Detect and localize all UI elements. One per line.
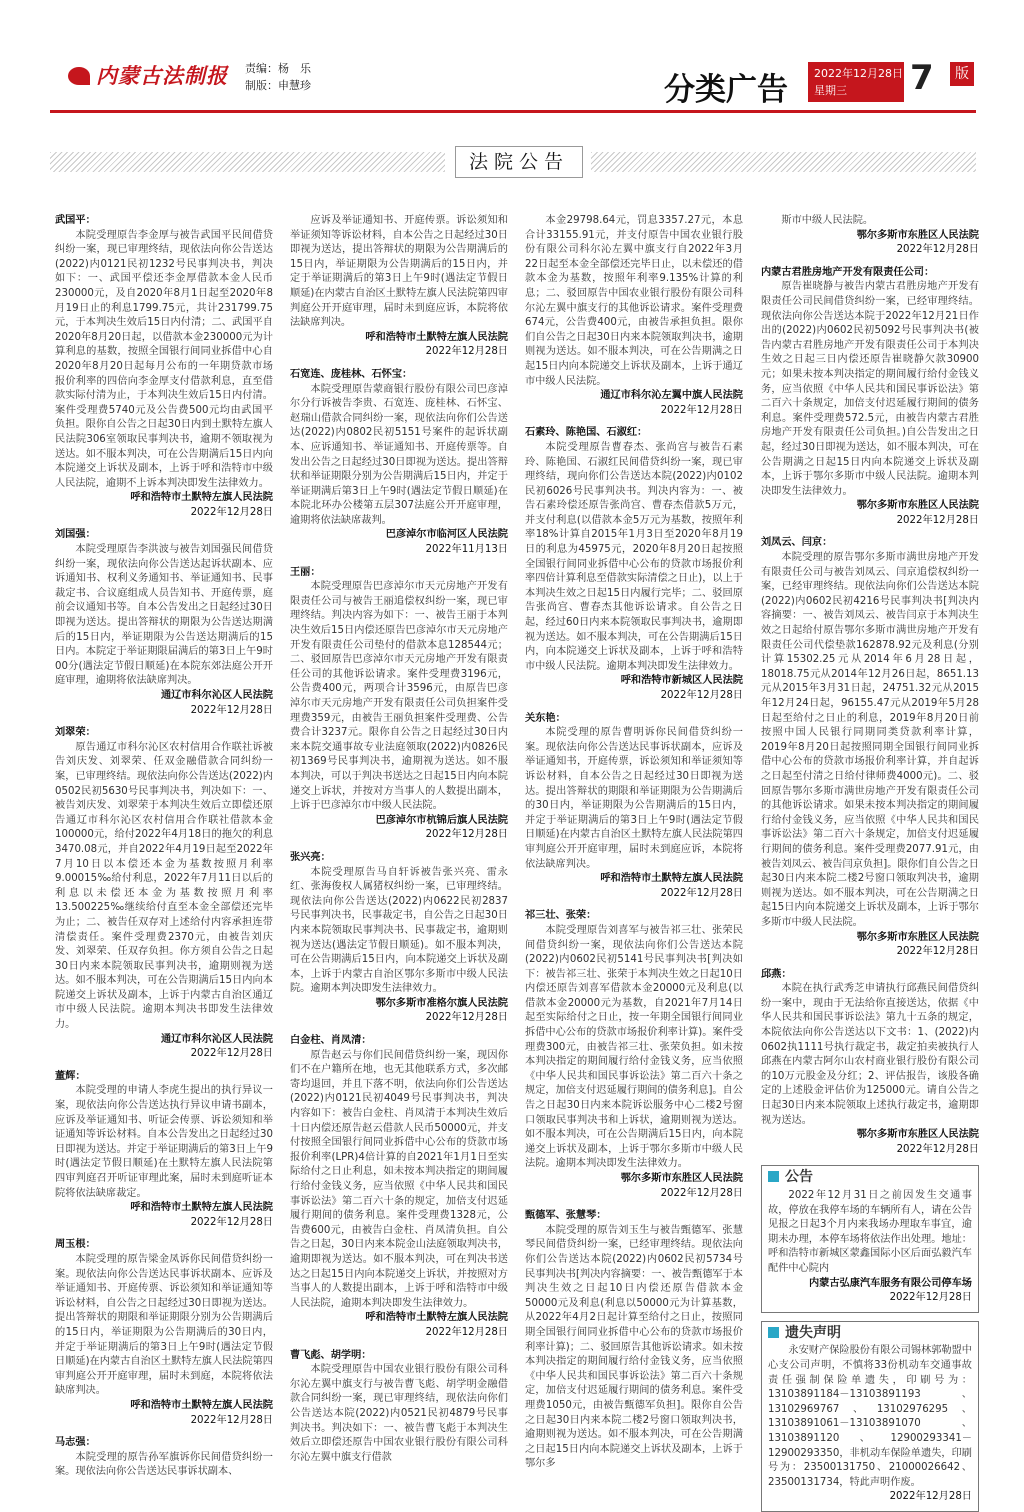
issue-date-box <box>808 62 904 102</box>
court-notice <box>525 214 743 418</box>
notice-body: 本院受理的原告孙军旗诉你民间借贷纠纷一案。现依法向你公告送达民事诉状副本、 <box>55 1451 273 1478</box>
notice-date: 2022年12月28日 <box>660 1187 743 1199</box>
notice-date: 2022年11月13日 <box>425 544 508 556</box>
notice-date: 2022年12月28日 <box>190 704 273 716</box>
notice-body: 本院在执行武秀芝申请执行邱燕民间借贷纠纷一案中，现由于无法给你直接送达，依据《中华人民共和国民事诉讼法》第九十五条的规定，本院依法向你公告送达以下文书：1、(2022)内0602执1111号执行裁定书，裁定拍卖被执行人邱燕在内蒙古阿尔山农村商业银行股份有限公司的10万元股金及分红；2、评估报告，该股各确定的上述股金评估价为125000元。请自公告之日起30日内来本院领取上述执行裁定书，逾期即视为送达。 <box>761 983 979 1126</box>
notice-court: 鄂尔多斯市东胜区人民法院 <box>620 1173 743 1184</box>
notice-body: 本院受理原告李金厚与被告武国平民间借贷纠纷一案，现已审理终结，现依法向你公告送达(2022)内0121民初1232号民事判决书，判决如下：一、武国平偿还李金厚借款本金人民币230000元，及自2020年8月1日起至2020年8月19日止的利息1799.75元，共计231799.75元，于本判决生效后15日内付清；二、武国平自2020年8月20日起，以借款本金230000元为计算利息的基数，按照全国银行间同业拆借中心自2020年8月20日起每月公布的一年期贷款市场报价利率的四倍向李金厚支付借款利息，直至借款实际付清为止，于本判决生效后15日内付清。案件受理费5740元及公告费500元均由武国平负担。限你自公告之日起30日内到土默特左旗人民法院306室领取民事判决书，逾期不领取视为送达。如不服本判决，可在公告期满后15日内向本院递交上诉状及副本，上诉于呼和浩特市中级人民法院，逾期不上诉本判决即发生法律效力。 <box>55 229 273 489</box>
court-notice <box>761 266 979 529</box>
notice-column <box>525 214 743 1480</box>
notice-body: 本院受理原告曹春杰、张尚宫与被告石素玲、陈艳国、石淑红民间借贷纠纷一案，现已审理终结，现向你们公告送达本院(2022)内0102民初6026号民事判决书。判决内容为：一、被告石素玲偿还原告张尚宫、曹春杰借款5万元，并支付利息(以借款本金5万元为基数，按照年利率18%计算自2015年1月3日至2020年8月19日的利息为45975元，2020年8月20日起按照全国银行间同业拆借中心公布的贷款市场报价利率四倍计算利息至借款实际清偿之日止)，以上于本判决生效之日起15日内履行完毕；二、驳回原告张尚宫、曹春杰其他诉讼请求。自公告之日起，经过60日内来本院领取民事判决书，逾期即视为送达。如不服本判决，可在公告期满后15日内，向本院递交上诉状及副本，上诉于呼和浩特市中级人民法院。逾期本判决即发生法律效力。 <box>525 441 743 672</box>
notice-body: 本金29798.64元，罚息3357.27元，本息合计33155.91元，并支付原告中国农业银行股份有限公司科尔沁左翼中旗支行自2022年3月22日起至本金全部偿还完毕日止，以未偿还的借款本金为基数，按照年利率9.135%计算的利息；二、驳回原告中国农业银行股份有限公司科尔沁左翼中旗支行的其他诉讼请求。案件受理费674元，公告费400元，由被告承担负担。限你们自公告之日起30日内来本院领取判决书，逾期则视为送达。如不服本判决，可在公告期满之日起15日内向本院递交上诉状及副本，上诉于通辽市中级人民法院。 <box>525 215 743 387</box>
court-notice <box>290 1034 508 1340</box>
notice-court: 鄂尔多斯市东胜区人民法院 <box>856 500 979 512</box>
court-notice <box>525 909 743 1201</box>
logo-icon <box>68 67 90 85</box>
notice-addressee: 内蒙古君胜房地产开发有限责任公司： <box>761 266 935 278</box>
notice-court: 呼和浩特市土默特左旗人民法院 <box>130 1399 273 1411</box>
banner-hatch-left <box>50 152 445 172</box>
court-notice <box>761 968 979 1158</box>
masthead <box>0 0 1024 120</box>
notice-addressee: 祁三壮、张荣： <box>525 910 597 922</box>
announcement-org: 内蒙古弘康汽车服务有限公司停车场 <box>809 1277 972 1289</box>
notice-court: 鄂尔多斯市准格尔旗人民法院 <box>375 997 508 1009</box>
notice-court: 呼和浩特市土默特左旗人民法院 <box>365 331 508 343</box>
notice-body: 原告赵云与你们民间借贷纠纷一案，现因你们不在户籍所在地，也无其他联系方式，多次邮寄均退回，并且下落不明，依法向你们公告送达(2022)内0121民初4049号民事判决书，判决内容如下：被告白金柱、肖凤清于本判决生效后十日内偿还原告赵云借款人民币50000元，并支付按照全国银行间同业拆借中心公布的贷款市场报价利率(LPR)4倍计算的自2021年1月1日至实际给付之日止利息，如未按本判决指定的期间履行给付金钱义务，应当依照《中华人民共和国民事诉讼法》第二百六十条的规定，加倍支付迟延履行期间的债务利息。案件受理费1328元，公告费600元，由被告白金柱、肖凤清负担。自公告之日起，30日内来本院金山法庭领取判决书，逾期即视为送达。如不服本判决，可在判决书送达之日起15日内向本院递交上诉状，并按照对方当事人的人数提出副本，上诉于呼和浩特市中级人民法院，逾期本判决即发生法律效力。 <box>290 1049 508 1309</box>
notice-body: 本院受理的原告曹明诉你民间借贷纠纷一案。现依法向你公告送达民事诉状副本，应诉及举证通知书，开庭传票，诉讼须知和举证须知等诉讼材料，自本公告之日起经过30日即视为送达。提出答辩状的期限和举证期限为公告期满后的30日内，举证期限为公告期满后的15日内，并定于举证期满后的第3日上午9时(遇法定节假日顺延)在内蒙古自治区土默特左旗人民法院第四审判庭公开开庭审理，届时未到庭应诉，本院将依法缺席判决。 <box>525 727 743 870</box>
banner-hatch-right <box>591 152 976 172</box>
notice-body: 本院受理的原告鄂尔多斯市满世房地产开发有限责任公司与被告刘凤云、闫京追偿权纠纷一案，已经审理终结。现依法向你们公告送达本院(2022)内0602民初4216号民事判决书[判决内容摘要：一、被告刘凤云、被告闫京于本判决生效之日起给付原告鄂尔多斯市满世房地产开发有限责任公司代偿垫款162878.92元及利息(分别计算15302.25元从2014年6月28日起，18018.75元从2014年12月26日起，8651.13元从2015年3月31日起，24751.32元从2015年12月24日起，96155.47元从2019年5月28日起至给付之日止的利息，2019年8月20日前按照中国人民银行同期同类贷款利率计算，2019年8月20日起按照同期全国银行间同业拆借中心公布的贷款市场报价利率计算，并自起诉之日起至付清之日给付律师费4000元)。二、驳回原告鄂尔多斯市满世房地产开发有限责任公司的其他诉讼请求。如果未按本判决指定的期间履行给付金钱义务，应当依照《中华人民共和国民事诉讼法》第二百六十条规定，加倍支付迟延履行期间的债务利息。案件受理费2077.91元，由被告刘凤云、被告闫京负担]。限你们自公告之日起30日内来本院二楼2号窗口领取判决书，逾期则视为送达。如不服本判决，可在公告期满之日起15日内向本院递交上诉状及副本，上诉于鄂尔多斯市中级人民法院。 <box>761 552 979 928</box>
notice-body: 本院受理原告李洪波与被告刘国强民间借贷纠纷一案，现依法向你公告送达起诉状副本、应诉通知书、权利义务通知书、举证通知书、民事裁定书、合议庭组成人员告知书、开庭传票，庭前会议通知书等。自本公告发出之日起经过30日即视为送达。提出答辩状的期限为公告送达期满后的15日内，举证期限为公告送达期满后的15日内。本院定于举证期限届满后的第3日上午9时00分(遇法定节假日顺延)在本院东郊法庭公开开庭审理，逾期将依法缺席判决。 <box>55 544 273 687</box>
notice-addressee: 张兴亮： <box>290 851 331 863</box>
section-banner <box>50 144 976 180</box>
notice-date: 2022年12月28日 <box>896 244 979 256</box>
notice-court: 呼和浩特市土默特左旗人民法院 <box>130 492 273 504</box>
notice-court: 呼和浩特市土默特左旗人民法院 <box>130 1202 273 1214</box>
header-rule <box>50 110 976 113</box>
court-notice <box>290 1349 508 1466</box>
notice-date: 2022年12月28日 <box>660 887 743 899</box>
announcement-title <box>768 1170 972 1185</box>
notice-date: 2022年12月28日 <box>190 1414 273 1426</box>
notice-column <box>290 214 508 1473</box>
notice-date: 2022年12月28日 <box>425 346 508 358</box>
court-notice <box>761 536 979 959</box>
page-label: 版 <box>950 62 974 86</box>
notice-body: 斯市中级人民法院。 <box>781 215 874 226</box>
notice-addressee: 刘国强： <box>55 529 96 541</box>
notice-body: 原告崔晓静与被告内蒙古君胜房地产开发有限责任公司民间借贷纠纷一案，已经审理终结。现依法向你公告送达本院于2022年12月21日作出的(2022)内0602民初5092号民事判决书(被告内蒙古君胜房地产开发有限责任公司于本判决生效之日起三日内偿还原告崔晓静欠款30900元；如果未按本判决指定的期间履行给付金钱义务，应当依照《中华人民共和国民事诉讼法》第二百六十条规定，加倍支付迟延履行期间的债务利息。案件受理费572.5元，由被告内蒙古君胜房地产开发有限责任公司负担。)自公告发出之日起，经过30日即视为送达，如不服本判决，可在公告期满之日起15日内向本院递交上诉状及副本，上诉于鄂尔多斯市中级人民法院。逾期本判决即发生法律效力。 <box>761 281 979 497</box>
page-number: 7 <box>910 58 934 98</box>
notice-body: 本院受理的原告刘玉生与被告甄德军、张慧琴民间借贷纠纷一案，已经审理终结。现依法向你们公告送达本院(2022)内0602民初5734号民事判决书[判决内容摘要：一、被告甄德军于本判决生效之日起10日内偿还原告借款本金50000元及利息(利息以50000元为计算基数，从2022年4月2日起计算至给付之日止，按照同期全国银行间同业拆借中心公布的贷款市场报价利率计算)；二、驳回原告其他诉讼请求。如未按本判决指定的期间履行给付金钱义务，应当依照《中华人民共和国民事诉讼法》第二百六十条规定，加倍支付迟延履行期间的债务利息。案件受理费1050元，由被告甄德军负担]。限你自公告之日起30日内来本院二楼2号窗口领取判决书，逾期则视为送达。如不服本判决，可在公告期满之日起15日内向本院递交上诉状及副本，上诉于鄂尔多 <box>525 1224 743 1470</box>
notice-date: 2022年12月28日 <box>190 1216 273 1228</box>
notice-date: 2022年12月28日 <box>190 1048 273 1060</box>
court-notice <box>290 851 508 1026</box>
notice-addressee: 邱燕： <box>761 968 792 980</box>
notice-addressee: 石素玲、陈艳国、石淑红： <box>525 427 648 439</box>
announcement-box <box>761 1165 979 1312</box>
producer-line: 制版：申慧珍 <box>245 79 311 92</box>
loss-date: 2022年12月28日 <box>889 1491 972 1503</box>
notice-date: 2022年12月28日 <box>190 506 273 518</box>
loss-title-text: 遗失声明 <box>785 1324 841 1341</box>
notice-body: 本院受理原告中国农业银行股份有限公司科尔沁左翼中旗支行与被告曹飞彪、胡学明金融借款合同纠纷一案，现已审理终结，现依法向你们公告送达本院(2022)内0521民初4879号民事判决书。判决如下：一、被告曹飞彪于本判决生效后立即偿还原告中国农业银行股份有限公司科尔沁左翼中旗支行借款 <box>290 1364 508 1463</box>
notice-court: 巴彦淖尔市临河区人民法院 <box>385 529 508 541</box>
notice-date: 2022年12月28日 <box>896 946 979 958</box>
notice-addressee: 董辉： <box>55 1070 86 1082</box>
notice-addressee: 白金柱、肖凤清： <box>290 1035 372 1047</box>
notice-date: 2022年12月28日 <box>425 829 508 841</box>
court-notice <box>55 1436 273 1480</box>
court-notice <box>761 214 979 258</box>
issue-date: 2022年12月28日 <box>814 67 903 80</box>
notice-date: 2022年12月28日 <box>896 514 979 526</box>
court-notice <box>55 1238 273 1428</box>
notice-addressee: 周玉根： <box>55 1239 96 1251</box>
notice-body: 原告通辽市科尔沁区农村信用合作联社诉被告刘庆发、刘翠荣、任双金融借款合同纠纷一案，已审理终结。现依法向你公告送达(2022)内0502民初5630号民事判决书，判决如下：一、被告刘庆发、刘翠荣于本判决生效后立即偿还原告通辽市科尔沁区农村信用合作联社借款本金100000元，给付2022年4月18日的拖欠的利息3470.08元，并自2022年4月19日起至2022年7月10日以本偿还本金为基数按照月利率9.00015‰给付利息，2022年7月11日以后的利息以未偿还本金为基数按照月利率13.500225‰继续给付直至本金全部偿还完毕为止；二、被告任双存对上述给付内容承担连带清偿责任。案件受理费2370元，由被告刘庆发、刘翠荣、任双存负担。你方须自公告之日起30日内来本院领取民事判决书，逾期则视为送达。如不服本判决，可在公告期满后15日内向本院递交上诉状及副本，上诉于内蒙古自治区通辽市中级人民法院。逾期本判决书即发生法律效力。 <box>55 741 273 1031</box>
notice-date: 2022年12月28日 <box>425 1326 508 1338</box>
notice-body: 本院受理原告马自轩诉被告张兴亮、雷永红、张海俊权人属猪权纠纷一案，已审理终结。现依法向你公告送达(2022)内0622民初2837号民事判决书，民事裁定书，自公告之日起30日内来本院领取民事判决书、民事裁定书，逾期则视为送达(遇法定节假日顺延)。如不服本判决，可在公告期满后15日内，向本院递交上诉状及副本，上诉于内蒙古自治区鄂尔多斯市中级人民法院。逾期本判决即发生法律效力。 <box>290 866 508 995</box>
notice-date: 2022年12月28日 <box>660 404 743 416</box>
court-notice <box>55 214 273 520</box>
loss-title <box>768 1326 972 1341</box>
notice-body: 本院受理原告蒙商银行股份有限公司巴彦淖尔分行诉被告李贵、石宽连、庞桂林、石怀宝、赵瑞山借款合同纠纷一案，现依法向你们公告送达(2022)内0802民初5151号案件的起诉状副本、应诉通知书、举证通知书、开庭传票等。自发出公告之日起经过30日即视为送达。提出答辩状和举证期限分别为公告期满后15日内，并定于举证期满后第3日上午9时(遇法定节假日顺延)在本院北环办公楼第五层307法庭公开开庭审理，逾期将依法缺席裁判。 <box>290 383 508 526</box>
newspaper-logo <box>68 60 228 90</box>
notice-body: 应诉及举证通知书、开庭传票。诉讼须知和举证须知等诉讼材料，自本公告之日起经过30日即视为送达，提出答辩状的期限为公告期满后的15日内，举证期限为公告期满后的15日内，并定于举证期满后的第3日上午9时(遇法定节假日顺延)在内蒙古自治区土默特左旗人民法院第四审判庭公开开庭审理，届时未到庭应诉，本院将依法缺席判决。 <box>290 215 508 329</box>
notice-court: 通辽市科尔沁左翼中旗人民法院 <box>600 390 743 402</box>
notice-court: 呼和浩特市新城区人民法院 <box>620 675 743 687</box>
notice-court: 呼和浩特市土默特左旗人民法院 <box>365 1312 508 1324</box>
notice-addressee: 曹飞彪、胡学明： <box>290 1349 372 1361</box>
court-notice <box>55 528 273 718</box>
notice-body: 本院受理的原告梁金凤诉你民间借贷纠纷一案。现依法向你公告送达民事诉状副本、应诉及举证通知书、开庭传票、诉讼须知和举证通知等诉讼材料，自公告之日起经过30日即视为送达。提出答辩状的期限和举证期限分别为公告期满后的15日内，举证期限为公告期满后的30日内，并定于举证期满后的第3日上午9时(遇法定节假日顺延)在内蒙古自治区土默特左旗人民法院第四审判庭公开开庭审理，届时未到庭，本院将依法缺席判决。 <box>55 1253 273 1397</box>
notice-court: 鄂尔多斯市东胜区人民法院 <box>856 931 979 943</box>
notice-date: 2022年12月28日 <box>896 1143 979 1155</box>
announcement-body: 2022年12月31日之前因发生交通事故，停放在我停车场的车辆所有人，请在公告见报之日起3个月内来我场办理取车事宜，逾期未办理，本停车场将依法作出处理。地址：呼和浩特市新城区蒙鑫国际小区后面弘毅汽车配件中心院内 <box>768 1190 972 1274</box>
notice-body: 本院受理的申请人李虎生提出的执行异议一案，现依法向你公告送达执行异议申请书副本，应诉及举证通知书、听证会传票、诉讼须知和举证通知等诉讼材料。自本公告发出之日起经过30日即视为送达。并定于举证期满后的第3日上午9时(遇法定节假日顺延)在土默特左旗人民法院第四审判庭召开听证审理此案，届时未到庭听证本院将依法缺席裁定。 <box>55 1085 273 1199</box>
notice-addressee: 刘翠荣： <box>55 727 96 739</box>
court-notice <box>290 368 508 558</box>
notice-addressee: 武国平： <box>55 215 96 226</box>
editor-line: 责编：杨 乐 <box>245 62 311 75</box>
court-notice <box>290 214 508 360</box>
banner-title: 法院公告 <box>455 146 583 178</box>
court-notice <box>525 1209 743 1472</box>
loss-body: 永安财产保险股份有限公司锡林郭勒盟中心支公司声明，不慎将33份机动车交通事故责任强制保险单遗失，印刷号为：13103891184－13103891193、13102969767、13102976295、13103891061－13103891070、13103891120、12900293341－12900293350，非机动车保险单遗失，印刷号为：23500131750、21000026642、23500131734，特此声明作废。 <box>768 1345 972 1488</box>
notice-column <box>761 214 979 1512</box>
notice-date: 2022年12月28日 <box>425 1012 508 1024</box>
notice-addressee: 关东艳： <box>525 712 566 724</box>
announcement-date: 2022年12月28日 <box>889 1292 972 1304</box>
notice-body: 本院受理原告巴彦淖尔市天元房地产开发有限责任公司与被告王丽追偿权纠纷一案，现已审理终结。判决内容为如下：一、被告王丽于本判决生效后15日内偿还原告巴彦淖尔市天元房地产开发有限责任公司垫付的借款本息128544元；二、驳回原告巴彦淖尔市天元房地产开发有限责任公司的其他诉讼请求。案件受理费3196元，公告费400元，两项合计3596元，由原告巴彦淖尔市天元房地产开发有限责任公司负担案件受理费359元，由被告王丽负担案件受理费、公告费合计3237元。限你自公告之日起经过30日内来本院交通事故专业法庭领取(2022)内0826民初1369号民事判决书，逾期视为送达。如不服本判决，可以于判决书送达之日起15日内向本院递交上诉状，并按对方当事人的人数提出副本，上诉于巴彦淖尔市中级人民法院。 <box>290 581 508 812</box>
notice-court: 鄂尔多斯市东胜区人民法院 <box>856 1129 979 1141</box>
notice-body: 本院受理原告刘喜军与被告祁三壮、张荣民间借贷纠纷一案，现依法向你们公告送达本院(2022)内0602民初5141号民事判决书[判决如下：被告祁三壮、张荣于本判决生效之日起10日内偿还原告刘喜军借款本金20000元及利息(以借款本金20000元为基数，自2021年7月14日起至实际给付之日止，按一年期全国银行间同业拆借中心公布的贷款市场报价利率计算)。案件受理费300元，由被告祁三壮、张荣负担。如未按本判决指定的期间履行给付金钱义务，应当依照《中华人民共和国民事诉讼法》第二百六十条之规定，加倍支付迟延履行期间的债务利息]。自公告之日起30日内来本院诉讼服务中心二楼2号窗口领取民事判决书和上诉状，逾期则视为送达。如不服本判决，可在公告期满后15日内，向本院递交上诉状及副本，上诉于鄂尔多斯市中级人民法院。逾期本判决即发生法律效力。 <box>525 924 743 1170</box>
notice-addressee: 刘凤云、闫京： <box>761 537 833 549</box>
notice-court: 呼和浩特市土默特左旗人民法院 <box>600 873 743 885</box>
notice-court: 巴彦淖尔市杭锦后旗人民法院 <box>375 814 508 826</box>
editor-credits <box>245 60 311 94</box>
court-notice <box>55 1070 273 1231</box>
loss-statement-box <box>761 1321 979 1512</box>
notice-column <box>55 214 273 1488</box>
court-notice <box>290 566 508 843</box>
square-icon <box>768 1327 779 1338</box>
notice-addressee: 王丽： <box>290 566 321 578</box>
notice-date: 2022年12月28日 <box>660 690 743 701</box>
announcement-title-text: 公告 <box>785 1169 813 1186</box>
notice-court: 通辽市科尔沁区人民法院 <box>160 690 273 701</box>
court-notice <box>525 426 743 703</box>
court-notice <box>525 712 743 902</box>
square-icon <box>768 1171 779 1182</box>
issue-weekday: 星期三 <box>814 84 847 97</box>
newspaper-name: 内蒙古法制报 <box>96 63 228 88</box>
notice-court: 通辽市科尔沁区人民法院 <box>160 1033 273 1045</box>
notice-addressee: 石宽连、庞桂林、石怀宝： <box>290 368 413 380</box>
notice-addressee: 甄德军、张慧琴： <box>525 1210 607 1222</box>
section-title: 分类广告 <box>664 72 788 108</box>
notice-addressee: 马志强： <box>55 1437 96 1449</box>
notice-court: 鄂尔多斯市东胜区人民法院 <box>856 229 979 241</box>
court-notice <box>55 726 273 1062</box>
